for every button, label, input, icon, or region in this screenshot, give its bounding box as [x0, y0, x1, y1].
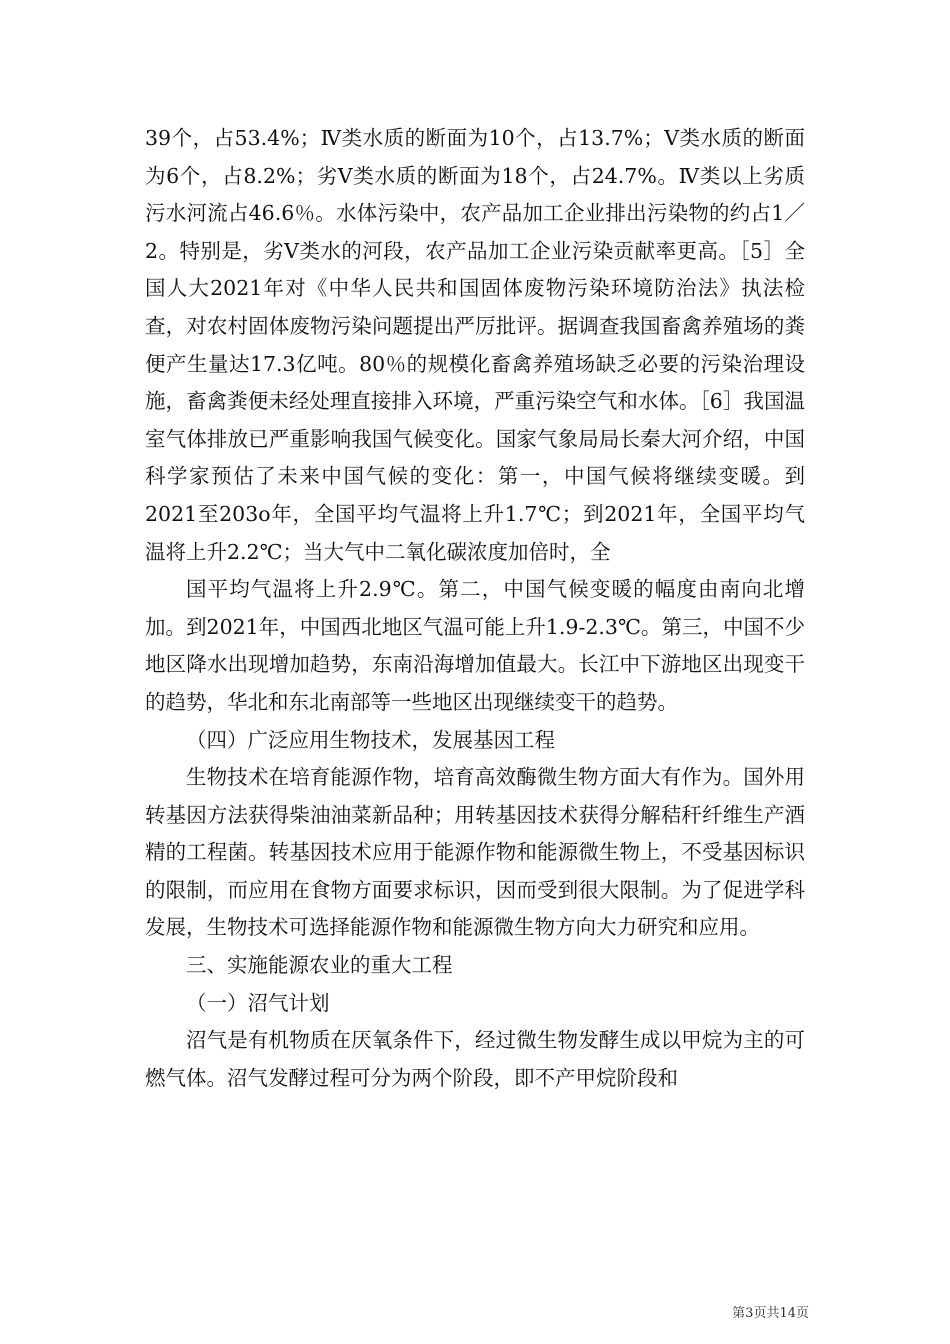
page-number-footer: 第3页共14页: [732, 1306, 809, 1321]
section-heading-major-projects: 三、实施能源农业的重大工程: [186, 953, 453, 978]
body-paragraph-4: 沼气是有机物质在厌氧条件下，经过微生物发酵生成以甲烷为主的可燃气体。沼气发酵过程可分为两个阶段，即不产甲烷阶段和: [145, 1028, 805, 1090]
document-body: [145, 120, 805, 1097]
section-heading-biogas: （一）沼气计划: [186, 990, 330, 1015]
section-heading-biotech: （四）广泛应用生物技术，发展基因工程: [186, 727, 555, 752]
body-paragraph-3: 生物技术在培育能源作物，培育高效酶微生物方面大有作为。国外用转基因方法获得柴油油菜新品种；用转基因技术获得分解秸秆纤维生产酒精的工程菌。转基因技术应用于能源作物和能源微生物上，不受基因标识的限制，而应用在食物方面要求标识，因而受到很大限制。为了促进学科发展，生物技术可选择能源作物和能源微生物方向大力研究和应用。: [145, 765, 805, 940]
body-paragraph-2: 国平均气温将上升2.9℃。第二，中国气候变暖的幅度由南向北增加。到2021年，中国西北地区气温可能上升1.9-2.3℃。第三，中国不少地区降水出现增加趋势，东南沿海增加值最大。长江中下游地区出现变干的趋势，华北和东北南部等一些地区出现继续变干的趋势。: [145, 577, 805, 714]
body-paragraph-1: 39个，占53.4%；Ⅳ类水质的断面为10个，占13.7%；Ⅴ类水质的断面为6个，占8.2%；劣Ⅴ类水质的断面为18个，占24.7%。Ⅳ类以上劣质污水河流占46.6％。水体污染中，农产品加工企业排出污染物的约占1／2。特别是，劣Ⅴ类水的河段，农产品加工企业污染贡献率更高。［5］全国人大2021年对《中华人民共和国固体废物污染环境防治法》执法检查，对农村固体废物污染问题提出严厉批评。据调查我国畜禽养殖场的粪便产生量达17.3亿吨。80％的规模化畜禽养殖场缺乏必要的污染治理设施，畜禽粪便未经处理直接排入环境，严重污染空气和水体。［6］我国温室气体排放已严重影响我国气候变化。国家气象局局长秦大河介绍，中国科学家预估了未来中国气候的变化：第一，中国气候将继续变暖。到2021至203o年，全国平均气温将上升1.7℃；到2021年，全国平均气温将上升2.2℃；当大气中二氧化碳浓度加倍时，全: [145, 126, 805, 564]
